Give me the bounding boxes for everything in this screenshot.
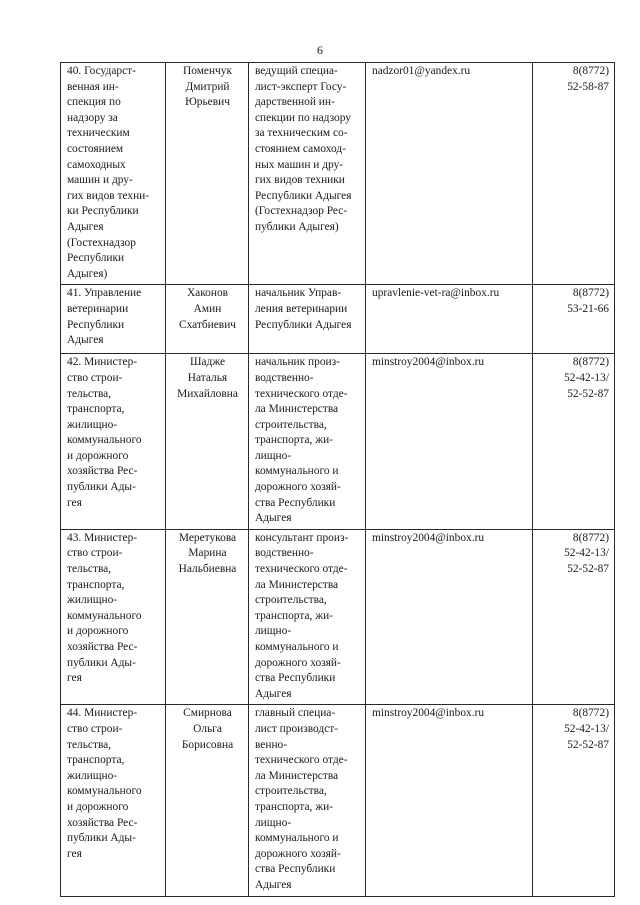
person-name-line: Шадже: [189, 356, 226, 369]
person-name-line: Амин: [193, 302, 222, 315]
organization-line: гея: [67, 496, 82, 509]
organization-line: Адыгея: [67, 334, 104, 347]
organization-line: и дорожного: [67, 625, 129, 638]
position-line: дорожного хозяй-: [255, 481, 341, 494]
position-line: ства Республики: [255, 672, 336, 685]
organization-line: жилищно-: [67, 594, 118, 607]
position-line: транспорта, жи-: [255, 800, 333, 813]
page-number: 6: [317, 43, 323, 57]
contacts-table: [60, 62, 615, 897]
contacts-table-body: [61, 63, 615, 897]
organization-line: 43. Министер-: [67, 531, 138, 544]
position-line: за техническим со-: [255, 127, 348, 140]
person-name-cell: [166, 705, 249, 896]
organization-line: машин и дру-: [67, 174, 133, 187]
position-line: водственно-: [255, 371, 314, 384]
organization-line: жилищно-: [67, 769, 118, 782]
organization-line: Адыгея: [67, 220, 104, 233]
organization-line: тельства,: [67, 738, 112, 751]
phone-line: 52-42-13/: [564, 722, 609, 735]
phone-line: 53-21-66: [567, 302, 609, 315]
position-cell: [249, 354, 366, 530]
position-line: публики Адыгея): [255, 220, 339, 233]
organization-line: ветеринарии: [67, 302, 129, 315]
organization-line: 44. Министер-: [67, 707, 138, 720]
organization-line: тельства,: [67, 387, 112, 400]
table-row: [61, 705, 615, 896]
phone-line: 52-42-13/: [564, 371, 609, 384]
position-cell: [249, 285, 366, 354]
position-line: главный специа-: [255, 707, 336, 720]
table-row: [61, 285, 615, 354]
position-cell: [249, 63, 366, 285]
person-name-line: Ольга: [193, 722, 222, 735]
table-row: [61, 529, 615, 705]
position-line: Адыгея: [255, 878, 292, 891]
email-address: nadzor01@yandex.ru: [372, 65, 471, 77]
position-line: коммунального и: [255, 641, 339, 653]
organization-line: публики Ады-: [67, 481, 136, 494]
position-line: начальник произ-: [255, 356, 340, 369]
position-line: консультант произ-: [255, 531, 349, 544]
organization-line: публики Ады-: [67, 656, 136, 669]
position-line: Адыгея: [255, 512, 292, 525]
position-line: водственно-: [255, 547, 314, 560]
organization-line: хозяйства Рес-: [67, 465, 138, 478]
phone-line: 8(8772): [572, 65, 609, 77]
organization-line: (Гостехнадзор: [67, 236, 136, 249]
organization-line: и дорожного: [67, 800, 129, 813]
position-line: дарственной ин-: [255, 96, 335, 109]
position-line: начальник Управ-: [255, 287, 342, 300]
person-name-line: Юрьевич: [185, 96, 230, 109]
organization-cell: [61, 705, 166, 896]
position-line: лист производст-: [255, 722, 339, 735]
position-line: венно-: [255, 738, 288, 751]
person-name-cell: [166, 529, 249, 705]
email-cell: [366, 529, 533, 705]
organization-line: публики Ады-: [67, 832, 136, 845]
position-cell: [249, 705, 366, 896]
organization-line: 40. Государст-: [67, 65, 136, 77]
organization-line: ство строи-: [67, 371, 123, 384]
position-line: стоянием самоход-: [255, 142, 346, 155]
position-cell: [249, 529, 366, 705]
email-address: upravlenie-vet-ra@inbox.ru: [372, 287, 500, 300]
position-line: технического отде-: [255, 754, 348, 767]
phone-line: 52-52-87: [567, 563, 609, 576]
position-line: лист-эксперт Госу-: [255, 80, 347, 93]
position-line: Республики Адыгея: [255, 318, 352, 331]
organization-line: коммунального: [67, 609, 142, 622]
phone-line: 52-52-87: [567, 387, 609, 400]
organization-line: гея: [67, 672, 82, 685]
organization-line: тельства,: [67, 563, 112, 576]
position-line: дорожного хозяй-: [255, 656, 341, 669]
position-line: дорожного хозяй-: [255, 847, 341, 860]
person-name-cell: [166, 63, 249, 285]
organization-line: коммунального: [67, 434, 142, 447]
person-name-cell: [166, 354, 249, 530]
organization-line: спекция по: [67, 96, 121, 109]
email-cell: [366, 354, 533, 530]
person-name-line: Марина: [188, 547, 227, 560]
organization-line: техническим: [67, 127, 130, 140]
position-line: спекции по надзору: [255, 111, 351, 124]
email-address: minstroy2004@inbox.ru: [372, 531, 485, 544]
organization-line: ство строи-: [67, 547, 123, 560]
position-line: (Гостехнадзор Рес-: [255, 205, 348, 218]
organization-line: 41. Управление: [67, 287, 142, 300]
position-line: лищно-: [255, 449, 292, 462]
organization-line: венная ин-: [67, 80, 119, 93]
position-line: коммунального и: [255, 832, 339, 845]
organization-line: транспорта,: [67, 754, 125, 767]
organization-line: ство строи-: [67, 722, 123, 735]
phone-line: 52-52-87: [567, 738, 609, 751]
organization-line: Республики: [67, 318, 125, 331]
position-line: Республики Адыгея: [255, 189, 352, 202]
position-line: лищно-: [255, 625, 292, 638]
organization-line: Адыгея): [67, 267, 108, 280]
position-line: строительства,: [255, 418, 327, 431]
position-line: ных машин и дру-: [255, 158, 344, 171]
phone-line: 52-58-87: [567, 80, 609, 93]
position-line: транспорта, жи-: [255, 434, 333, 447]
organization-cell: [61, 354, 166, 530]
email-address: minstroy2004@inbox.ru: [372, 707, 485, 720]
person-name-line: Поменчук: [182, 65, 233, 77]
position-line: коммунального и: [255, 465, 339, 478]
person-name-line: Дмитрий: [185, 80, 230, 93]
position-line: гих видов техники: [255, 174, 345, 187]
table-row: [61, 354, 615, 530]
table-row: [61, 63, 615, 285]
person-name-line: Хаконов: [186, 287, 229, 300]
position-line: ведущий специа-: [255, 65, 338, 77]
organization-cell: [61, 63, 166, 285]
organization-line: хозяйства Рес-: [67, 641, 138, 653]
phone-cell: [533, 705, 615, 896]
organization-line: самоходных: [67, 158, 126, 171]
email-cell: [366, 705, 533, 896]
position-line: ла Министерства: [255, 769, 339, 782]
organization-line: состоянием: [67, 142, 124, 155]
organization-line: гея: [67, 847, 82, 860]
person-name-line: Меретукова: [178, 531, 237, 544]
position-line: транспорта, жи-: [255, 609, 333, 622]
position-line: ления ветеринарии: [255, 302, 348, 315]
organization-line: транспорта,: [67, 578, 125, 591]
organization-line: транспорта,: [67, 403, 125, 416]
phone-line: 8(8772): [572, 356, 609, 369]
phone-cell: [533, 63, 615, 285]
phone-line: 8(8772): [572, 287, 609, 300]
position-line: Адыгея: [255, 687, 292, 700]
person-name-cell: [166, 285, 249, 354]
person-name-line: Схатбиевич: [178, 318, 237, 331]
person-name-line: Нальбиевна: [178, 563, 237, 576]
position-line: ства Республики: [255, 496, 336, 509]
organization-line: надзору за: [67, 111, 118, 124]
position-line: ла Министерства: [255, 403, 339, 416]
position-line: ства Республики: [255, 863, 336, 876]
email-cell: [366, 285, 533, 354]
person-name-line: Смирнова: [183, 707, 232, 720]
email-cell: [366, 63, 533, 285]
organization-line: Республики: [67, 252, 125, 265]
phone-cell: [533, 529, 615, 705]
organization-line: гих видов техни-: [67, 189, 150, 202]
phone-cell: [533, 285, 615, 354]
phone-line: 8(8772): [572, 707, 609, 720]
phone-line: 8(8772): [572, 531, 609, 544]
organization-line: 42. Министер-: [67, 356, 138, 369]
position-line: строительства,: [255, 785, 327, 798]
position-line: ла Министерства: [255, 578, 339, 591]
person-name-line: Борисовна: [181, 738, 234, 751]
position-line: технического отде-: [255, 563, 348, 576]
organization-line: коммунального: [67, 785, 142, 798]
organization-line: и дорожного: [67, 449, 129, 462]
position-line: строительства,: [255, 594, 327, 607]
email-address: minstroy2004@inbox.ru: [372, 356, 485, 369]
position-line: лищно-: [255, 816, 292, 829]
organization-cell: [61, 285, 166, 354]
phone-cell: [533, 354, 615, 530]
position-line: технического отде-: [255, 387, 348, 400]
organization-line: жилищно-: [67, 418, 118, 431]
organization-cell: [61, 529, 166, 705]
person-name-line: Наталья: [187, 371, 228, 384]
organization-line: хозяйства Рес-: [67, 816, 138, 829]
person-name-line: Михайловна: [177, 387, 238, 400]
organization-line: ки Республики: [67, 205, 139, 218]
phone-line: 52-42-13/: [564, 547, 609, 560]
